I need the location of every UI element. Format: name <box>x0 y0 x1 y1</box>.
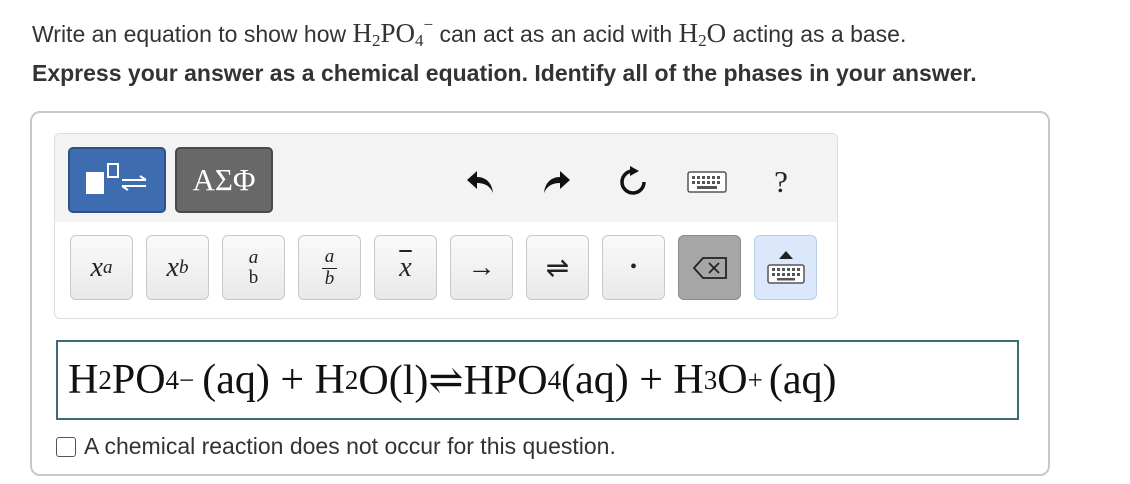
equilibrium-arrow-key[interactable]: ⇌ <box>526 235 589 300</box>
redo-icon[interactable] <box>539 164 575 200</box>
stack-key[interactable]: a b <box>222 235 285 300</box>
undo-icon[interactable] <box>462 164 498 200</box>
reset-icon[interactable] <box>615 164 651 200</box>
equation-toolbar <box>54 133 838 319</box>
question-text: Write an equation to show how $H_2PO_4^-$ can act as an acid with $H_2O$ acting as a base. <box>32 15 907 50</box>
keyboard-icon <box>767 264 805 284</box>
no-reaction-label: A chemical reaction does not occur for this question. <box>84 433 616 459</box>
fraction-key[interactable]: $\frac{a}{b}$ <box>298 235 361 300</box>
overline-key[interactable]: $\overline{x}$ <box>374 235 437 300</box>
no-reaction-checkbox[interactable] <box>56 437 76 457</box>
subscript-key[interactable]: x b <box>146 235 209 300</box>
greek-letters-button[interactable]: ΑΣΦ <box>175 147 273 213</box>
virtual-keyboard-toggle[interactable] <box>754 235 817 300</box>
instruction-text: Express your answer as a chemical equation. Identify all of the phases in your answer. <box>32 60 977 86</box>
reaction-arrow-key[interactable]: → <box>450 235 513 300</box>
superscript-key[interactable]: x a <box>70 235 133 300</box>
templates-icon <box>80 160 154 200</box>
backspace-icon <box>693 257 727 279</box>
keyboard-shortcuts-icon[interactable] <box>685 164 729 200</box>
help-button[interactable]: ? <box>774 164 788 199</box>
water-formula: $H_2O$ <box>678 18 727 50</box>
delete-key[interactable] <box>678 235 741 300</box>
dihydrogen-phosphate-formula: $H_2PO_4^-$ <box>352 15 434 50</box>
equation-answer-input[interactable]: H 2 PO 4 − (aq) + H 2 O(l)⇌HPO 4 (aq) + H 3 O + (aq) <box>56 340 1019 420</box>
caret-up-icon <box>779 251 793 259</box>
answer-panel <box>30 111 1050 476</box>
templates-mode-button[interactable] <box>68 147 166 213</box>
dot-key[interactable]: • <box>602 235 665 300</box>
no-reaction-option[interactable] <box>56 433 616 460</box>
